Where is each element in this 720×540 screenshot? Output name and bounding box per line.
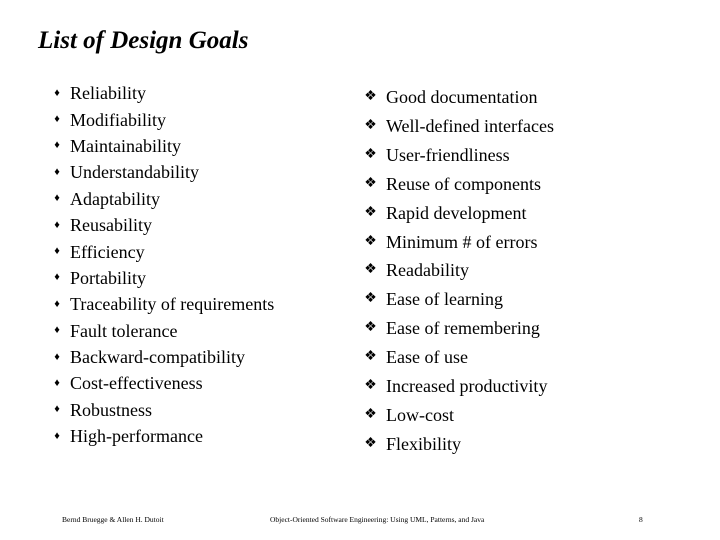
diamond-bullet-icon: ♦ <box>54 165 60 178</box>
left-design-goals-list <box>52 80 274 449</box>
four-petal-bullet-icon: ❖ <box>364 320 377 336</box>
list-item <box>360 314 554 343</box>
list-item-label: Modifiability <box>70 109 166 130</box>
list-item <box>360 112 554 141</box>
list-item <box>360 170 554 199</box>
list-item-label: Robustness <box>70 399 153 420</box>
list-item <box>52 80 274 106</box>
list-item <box>52 344 274 370</box>
list-item <box>360 429 554 458</box>
list-item-label: Ease of remembering <box>386 318 540 339</box>
four-petal-bullet-icon: ❖ <box>364 435 377 451</box>
list-item-label: Cost-effectiveness <box>70 373 203 394</box>
list-item <box>52 423 274 449</box>
list-item-label: Well-defined interfaces <box>386 116 554 137</box>
footer-page-number: 8 <box>639 515 643 524</box>
diamond-bullet-icon: ♦ <box>54 324 60 337</box>
list-item <box>360 83 554 112</box>
four-petal-bullet-icon: ❖ <box>364 377 377 393</box>
diamond-bullet-icon: ♦ <box>54 376 60 389</box>
list-item-label: Minimum # of errors <box>386 231 538 252</box>
diamond-bullet-icon: ♦ <box>54 429 60 442</box>
diamond-bullet-icon: ♦ <box>54 350 60 363</box>
list-item-label: Reliability <box>70 83 146 104</box>
list-item <box>360 256 554 285</box>
list-item <box>52 265 274 291</box>
four-petal-bullet-icon: ❖ <box>364 262 377 278</box>
list-item-label: Adaptability <box>70 188 160 209</box>
diamond-bullet-icon: ♦ <box>54 113 60 126</box>
footer-authors: Bernd Bruegge & Allen H. Dutoit <box>62 515 164 524</box>
diamond-bullet-icon: ♦ <box>54 86 60 99</box>
list-item-label: Rapid development <box>386 202 527 223</box>
list-item-label: Low-cost <box>386 404 454 425</box>
list-item <box>52 106 274 132</box>
list-item-label: Portability <box>70 267 146 288</box>
four-petal-bullet-icon: ❖ <box>364 349 377 365</box>
list-item <box>52 186 274 212</box>
diamond-bullet-icon: ♦ <box>54 192 60 205</box>
diamond-bullet-icon: ♦ <box>54 218 60 231</box>
list-item <box>360 141 554 170</box>
list-item <box>360 227 554 256</box>
list-item <box>360 400 554 429</box>
list-item-label: Traceability of requirements <box>70 294 275 315</box>
list-item-label: Efficiency <box>70 241 145 262</box>
list-item-label: Ease of learning <box>386 289 503 310</box>
footer-book-title: Object-Oriented Software Engineering: Using UML, Patterns, and Java <box>270 515 485 524</box>
four-petal-bullet-icon: ❖ <box>364 89 377 105</box>
list-item <box>52 291 274 317</box>
diamond-bullet-icon: ♦ <box>54 245 60 258</box>
list-item-label: Reuse of components <box>386 173 541 194</box>
list-item <box>360 198 554 227</box>
list-item <box>52 159 274 185</box>
diamond-bullet-icon: ♦ <box>54 271 60 284</box>
list-item <box>52 318 274 344</box>
diamond-bullet-icon: ♦ <box>54 403 60 416</box>
right-design-goals-list <box>360 83 554 458</box>
list-item-label: Fault tolerance <box>70 320 178 341</box>
diamond-bullet-icon: ♦ <box>54 139 60 152</box>
diamond-bullet-icon: ♦ <box>54 297 60 310</box>
list-item <box>360 371 554 400</box>
four-petal-bullet-icon: ❖ <box>364 118 377 134</box>
list-item <box>52 212 274 238</box>
list-item <box>52 397 274 423</box>
four-petal-bullet-icon: ❖ <box>364 175 377 191</box>
list-item-label: High-performance <box>70 426 203 447</box>
list-item <box>52 133 274 159</box>
list-item-label: Flexibility <box>386 433 462 454</box>
list-item-label: Understandability <box>70 162 199 183</box>
list-item-label: Readability <box>386 260 469 281</box>
four-petal-bullet-icon: ❖ <box>364 204 377 220</box>
list-item <box>52 370 274 396</box>
list-item-label: Increased productivity <box>386 375 548 396</box>
list-item-label: Maintainability <box>70 135 181 156</box>
list-item-label: Reusability <box>70 215 152 236</box>
list-item <box>360 343 554 372</box>
list-item <box>52 238 274 264</box>
list-item-label: Backward-compatibility <box>70 347 245 368</box>
slide-title: List of Design Goals <box>38 27 249 54</box>
four-petal-bullet-icon: ❖ <box>364 147 377 163</box>
list-item-label: Ease of use <box>386 347 468 368</box>
four-petal-bullet-icon: ❖ <box>364 406 377 422</box>
four-petal-bullet-icon: ❖ <box>364 291 377 307</box>
four-petal-bullet-icon: ❖ <box>364 233 377 249</box>
list-item-label: Good documentation <box>386 87 538 108</box>
list-item-label: User-friendliness <box>386 145 510 166</box>
list-item <box>360 285 554 314</box>
